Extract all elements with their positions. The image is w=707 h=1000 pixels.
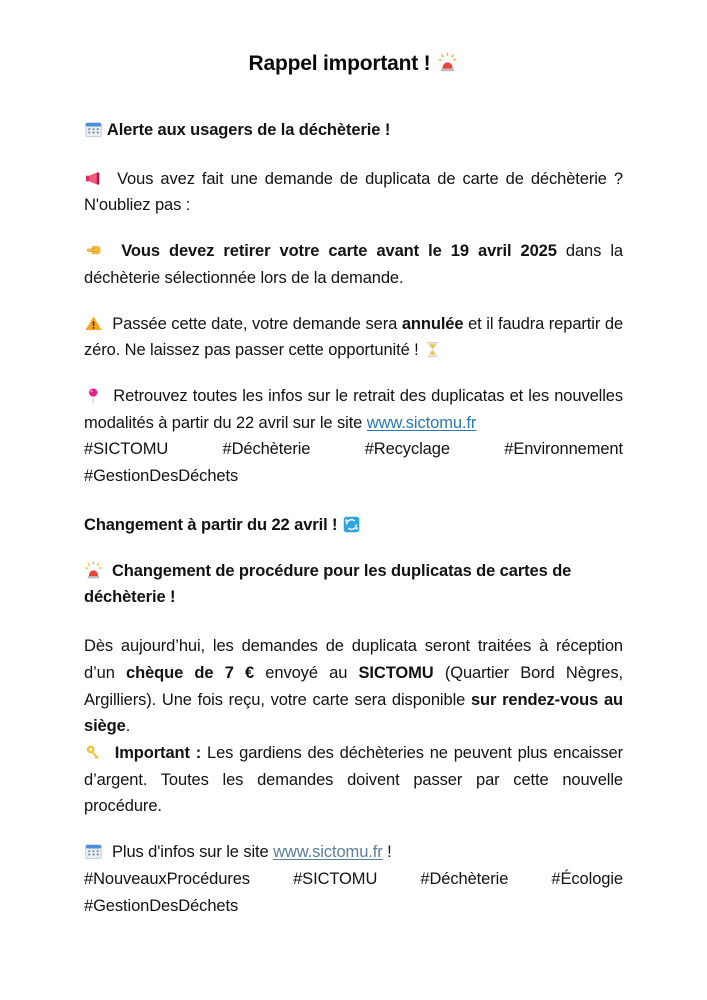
warning-text-1: Passée cette date, votre demande sera (112, 314, 402, 333)
alert-heading-text: Alerte aux usagers de la déchèterie ! (106, 121, 391, 139)
spacer (84, 539, 623, 558)
sictomu-link-secondary[interactable]: www.sictomu.fr (273, 843, 383, 862)
change-heading-text: Changement à partir du 22 avril ! (84, 515, 338, 534)
more-info-paragraph (84, 839, 623, 866)
spacer (84, 364, 623, 383)
spacer (84, 820, 623, 839)
procedure-heading (84, 558, 623, 611)
more-info-text-1: Plus d'infos sur le site (111, 843, 274, 862)
calendar-emoji (84, 842, 103, 861)
procedure-bold-cheque: chèque de 7 € (126, 663, 255, 682)
spacer (84, 219, 623, 238)
procedure-text-2: envoyé au (254, 663, 359, 682)
procedure-bold-sictomu: SICTOMU (358, 663, 434, 682)
spacer (84, 490, 623, 512)
warning-emoji (84, 314, 103, 333)
spacer (84, 292, 623, 311)
rotating-light-emoji (437, 52, 458, 79)
spacer (84, 144, 623, 166)
page-title (84, 0, 623, 79)
more-info-text-2: ! (382, 843, 392, 862)
procedure-body-paragraph (84, 633, 623, 740)
spacer (84, 79, 623, 117)
pushpin-emoji (84, 386, 103, 405)
warning-bold-text: annulée (401, 314, 464, 333)
hashtags-primary: #SICTOMU #Déchèterie #Recyclage #Environnement #GestionDesDéchets (84, 440, 623, 486)
warning-text-2: et il faudra repartir de zéro. Ne laissez pas passer cette opportunité ! (84, 314, 624, 360)
alert-heading (84, 117, 623, 144)
hourglass-emoji (423, 340, 442, 359)
change-heading (84, 512, 623, 539)
deadline-paragraph (84, 238, 623, 291)
pointing-right-emoji (84, 241, 103, 260)
duplicata-question-text: Vous avez fait une demande de duplicata de carte de déchèterie ? N'oubliez pas : (84, 169, 623, 215)
key-emoji (84, 743, 103, 762)
sictomu-link-primary[interactable]: www.sictomu.fr (366, 413, 477, 432)
sync-arrows-emoji (342, 515, 361, 534)
important-label: Important : (114, 743, 202, 762)
megaphone-emoji (84, 169, 103, 188)
procedure-bold-rdv: sur rendez-vous au siège (84, 690, 623, 736)
deadline-bold-text: Vous devez retirer votre carte avant le 19 avril 2025 (121, 242, 557, 261)
warning-paragraph (84, 311, 623, 364)
procedure-heading-text: Changement de procédure pour les duplicatas de cartes de déchèterie ! (84, 561, 572, 607)
deadline-rest-text: dans la déchèterie sélectionnée lors de la demande. (84, 242, 624, 287)
infos-link-text: Retrouvez toutes les infos sur le retrait des duplicatas et les nouvelles modalités à partir du 22 avril sur le site (84, 387, 624, 432)
page-title-text: Rappel important ! (248, 52, 431, 75)
spacer (84, 611, 623, 633)
procedure-text-1: Dès aujourd’hui, les demandes de duplicata seront traitées à réception d’un (84, 637, 623, 682)
infos-link-paragraph (84, 383, 623, 436)
rotating-light-emoji (84, 561, 103, 580)
procedure-text-4: . (125, 717, 131, 736)
duplicata-question-paragraph (84, 166, 623, 219)
calendar-emoji (84, 120, 103, 139)
important-note-paragraph (84, 740, 623, 820)
hashtags-secondary: #NouveauxProcédures #SICTOMU #Déchèterie #Écologie #GestionDesDéchets (84, 869, 623, 915)
important-text: Les gardiens des déchèteries ne peuvent plus encaisser d’argent. Toutes les demandes doivent passer par cette nouvelle procédure. (84, 743, 624, 816)
procedure-text-3: (Quartier Bord Nègres, Argilliers). Une fois reçu, votre carte sera disponible (84, 663, 624, 709)
